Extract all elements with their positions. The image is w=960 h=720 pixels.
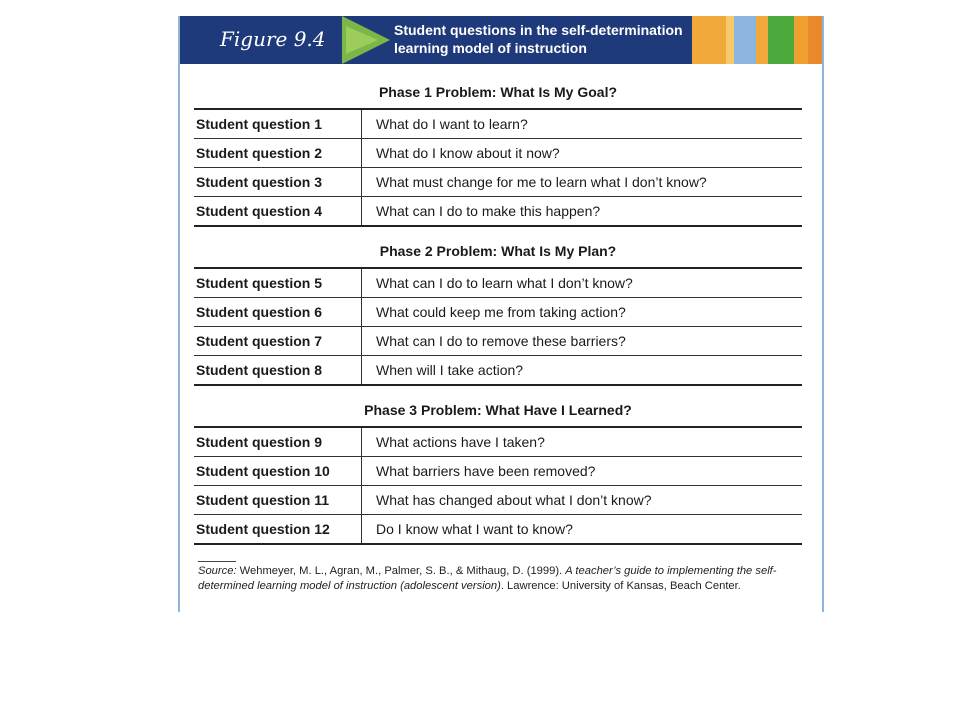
question-text: What could keep me from taking action? — [376, 304, 626, 320]
question-label: Student question 2 — [194, 139, 362, 167]
question-label: Student question 10 — [194, 457, 362, 485]
question-label: Student question 11 — [194, 486, 362, 514]
question-label: Student question 8 — [194, 356, 362, 384]
question-text: What can I do to remove these barriers? — [376, 333, 626, 349]
question-text: What do I know about it now? — [376, 145, 560, 161]
table-row — [194, 269, 802, 298]
table-row — [194, 515, 802, 545]
phase-1-title: Phase 1 Problem: What Is My Goal? — [194, 76, 802, 110]
question-text: What actions have I taken? — [376, 434, 545, 450]
source-divider — [198, 561, 236, 562]
table-row — [194, 457, 802, 486]
table-row — [194, 327, 802, 356]
table-row — [194, 197, 802, 227]
decorative-stripes — [692, 16, 822, 64]
questions-table — [194, 76, 802, 545]
source-book-title: A teacher’s guide to implementing the self-determined learning model of instruction (adolescent version) — [198, 565, 777, 592]
question-text: What do I want to learn? — [376, 116, 528, 132]
question-text: What can I do to learn what I don’t know? — [376, 275, 633, 291]
question-label: Student question 4 — [194, 197, 362, 225]
table-row — [194, 298, 802, 327]
question-text: What must change for me to learn what I don’t know? — [376, 174, 707, 190]
figure-panel — [178, 16, 824, 612]
source-prefix: Source: — [198, 565, 237, 577]
table-row — [194, 486, 802, 515]
table-row — [194, 428, 802, 457]
figure-label: Figure 9.4 — [220, 27, 326, 51]
question-label: Student question 7 — [194, 327, 362, 355]
figure-header — [180, 16, 822, 64]
question-text: What can I do to make this happen? — [376, 203, 601, 219]
question-label: Student question 5 — [194, 269, 362, 297]
source-publisher: . Lawrence: University of Kansas, Beach Center. — [500, 580, 741, 592]
table-row — [194, 139, 802, 168]
figure-title: Student questions in the self-determination learning model of instruction — [394, 22, 683, 56]
phase-2-title: Phase 2 Problem: What Is My Plan? — [194, 235, 802, 269]
source-citation — [198, 564, 808, 594]
question-label: Student question 6 — [194, 298, 362, 326]
source-authors: Wehmeyer, M. L., Agran, M., Palmer, S. B., & Mithaug, D. (1999). — [236, 565, 566, 577]
table-row — [194, 356, 802, 386]
question-text: Do I know what I want to know? — [376, 521, 573, 537]
question-text: When will I take action? — [376, 362, 524, 378]
question-label: Student question 12 — [194, 515, 362, 543]
question-label: Student question 9 — [194, 428, 362, 456]
question-label: Student question 3 — [194, 168, 362, 196]
question-text: What barriers have been removed? — [376, 463, 596, 479]
phase-3-title: Phase 3 Problem: What Have I Learned? — [194, 394, 802, 428]
table-row — [194, 110, 802, 139]
question-label: Student question 1 — [194, 110, 362, 138]
arrow-icon — [342, 16, 390, 64]
question-text: What has changed about what I don’t know? — [376, 492, 652, 508]
table-row — [194, 168, 802, 197]
